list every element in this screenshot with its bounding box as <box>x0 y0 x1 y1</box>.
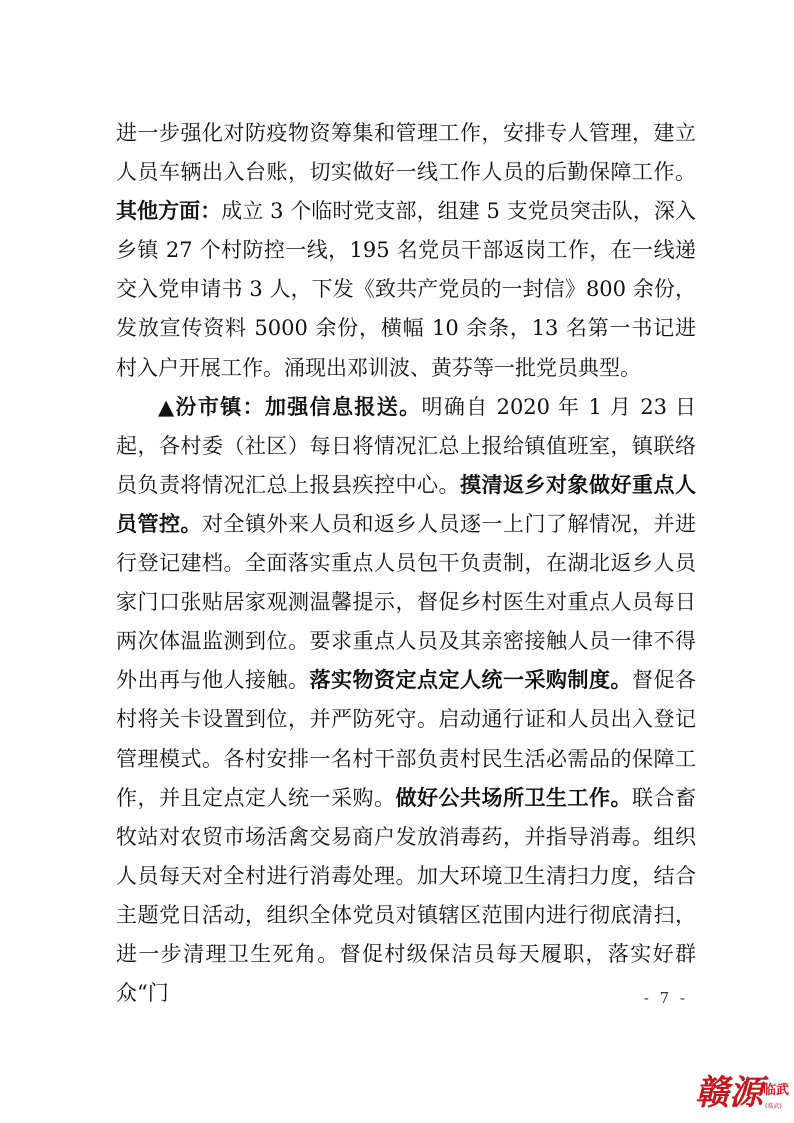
paragraph <box>116 114 696 388</box>
text-run: 联合畜牧站对农贸市场活禽交易商户发放消毒药，并指导消毒。组织人员每天对全村进行消毒处理。加大环境卫生清扫力度，结合主题党日活动，组织全体党员对镇辖区范围内进行彻底清扫，进一步清理卫生死角。督促村级保洁员每天履职，落实好群众“门 <box>116 785 696 1006</box>
text-run: 督促各村将关卡设置到位，并严防死守。启动通行证和人员出入登记管理模式。各村安排一名村干部负责村民生活必需品的保障工作，并且定点定人统一采购。 <box>116 668 696 810</box>
bold-heading-run: ▲汾市镇：加强信息报送。 <box>158 394 422 419</box>
bold-heading-run: 其他方面： <box>116 199 222 224</box>
watermark-logo <box>693 1064 793 1116</box>
document-body <box>116 114 696 1013</box>
watermark-main-text: 赣源 <box>695 1073 763 1113</box>
bold-heading-run: 做好公共场所卫生工作。 <box>395 785 632 810</box>
text-run: 成立 3 个临时党支部，组建 5 支党员突击队，深入乡镇 27 个村防控一线，195 名党员干部返岗工作，在一线递交入党申请书 3 人，下发《致共产党员的一封信》800 余份，发放宣传资料 5000 余份，横幅 10 余条，13 名第一书记进村入户开展工作。涌现出邓训波、黄芬等一批党员典型。 <box>116 199 697 380</box>
page-number: - 7 - <box>643 989 688 1007</box>
text-run: 明确自 2020 年 1 月 23 日起，各村委（社区）每日将情况汇总上报给镇值班室，镇联络员负责将情况汇总上报县疾控中心。 <box>116 394 696 497</box>
bold-heading-run: 落实物资定点定人统一采购制度。 <box>309 668 632 693</box>
bold-heading-run: 摸清返乡对象做好重点人员管控。 <box>116 472 696 536</box>
watermark-sub-text: (临武) <box>765 1103 782 1110</box>
text-run: 对全镇外来人员和返乡人员逐一上门了解情况，并进行登记建档。全面落实重点人员包干负责制，在湖北返乡人员家门口张贴居家观测温馨提示，督促乡村医生对重点人员每日两次体温监测到位。要求重点人员及其亲密接触人员一律不得外出再与他人接触。 <box>116 511 696 693</box>
watermark-side-text: 临武 <box>763 1083 790 1098</box>
text-run: 进一步强化对防疫物资筹集和管理工作，安排专人管理，建立人员车辆出入台账，切实做好一线工作人员的后勤保障工作。 <box>116 121 696 185</box>
paragraph <box>116 388 696 1014</box>
watermark-logo-graphic <box>693 1064 793 1116</box>
